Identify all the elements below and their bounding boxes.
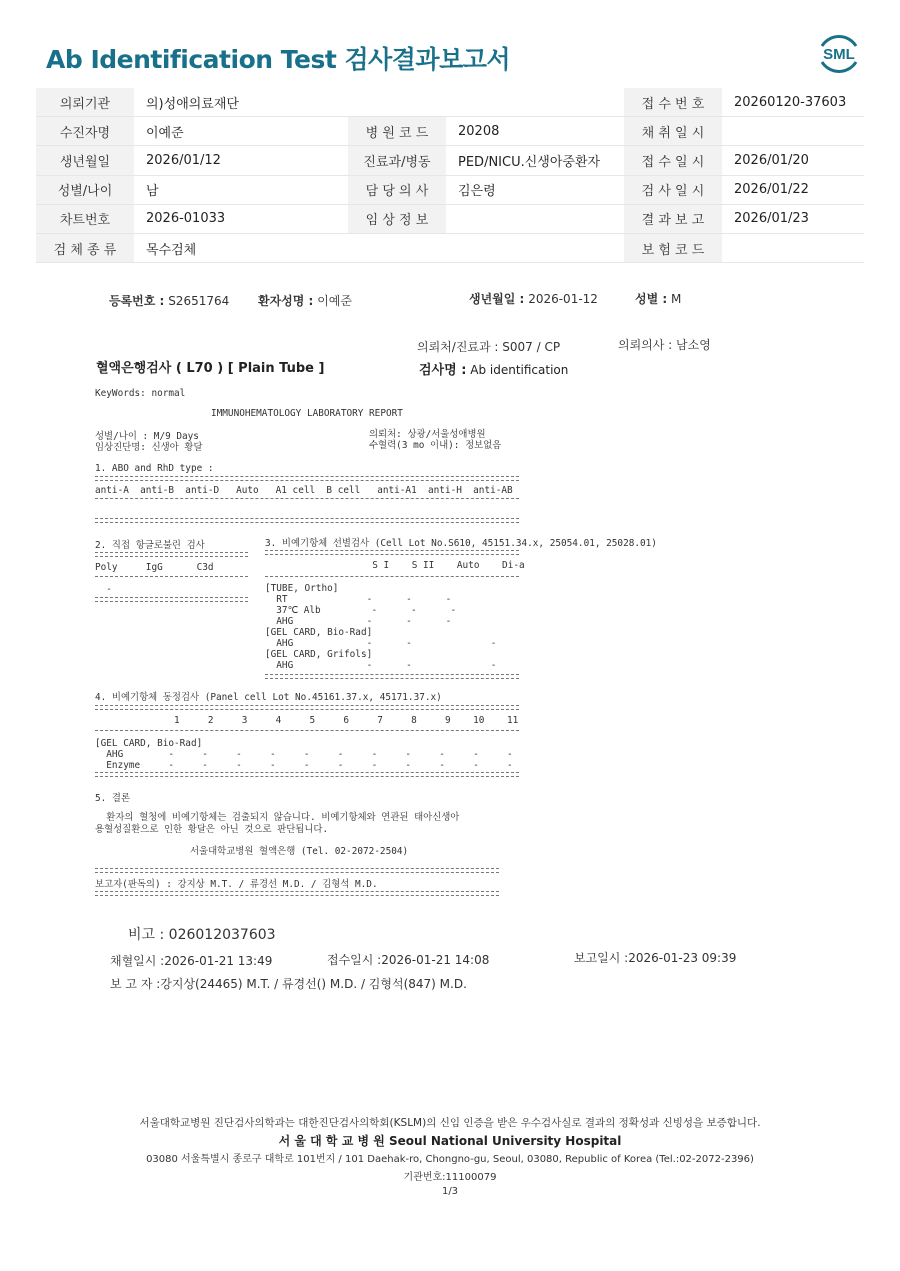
info-label: 차트번호	[36, 204, 134, 233]
sec1-rule-bottom	[95, 518, 519, 523]
reg-value: S2651764	[168, 294, 230, 308]
sec4-rule-top	[95, 705, 519, 710]
info-row	[36, 146, 864, 175]
doctor-line: 의뢰의사 : 남소영	[618, 338, 711, 352]
receive-row	[327, 951, 489, 968]
hospital-name: 서 울 대 학 교 병 원 Seoul National University Hospital	[278, 1134, 622, 1148]
info-label	[348, 233, 446, 262]
reporter-label: 보 고 자 :	[110, 977, 161, 991]
sec5-rule-bottom	[95, 891, 499, 896]
birth-value: 2026-01-12	[528, 292, 598, 306]
info-value: 20260120-37603	[722, 88, 864, 117]
clinical-dx: 임상진단명: 신생아 황달	[95, 442, 203, 453]
info-value	[446, 233, 624, 262]
sec1-rule-mid	[95, 498, 519, 499]
sex-value: M	[671, 292, 682, 306]
hospital-address: 03080 서울특별시 종로구 대학로 101번지 / 101 Daehak-ro, Chongno-gu, Seoul, 03080, Republic of Korea (Tel.:02-2072-2396)	[146, 1154, 754, 1165]
info-value: 20208	[446, 117, 624, 146]
info-label: 성별/나이	[36, 175, 134, 204]
info-value: 2026-01033	[134, 204, 348, 233]
receive-label: 접수일시 :	[327, 953, 382, 967]
result-line: AHG - - - - - - - - - - -	[95, 749, 513, 760]
sex-row	[635, 290, 681, 307]
info-label: 담 당 의 사	[348, 175, 446, 204]
result-line: Enzyme - - - - - - - - - - -	[95, 760, 513, 771]
report-label: 보고일시 :	[574, 951, 629, 965]
info-value	[722, 117, 864, 146]
info-value: 목수검체	[134, 233, 348, 262]
sec2-rule-mid	[95, 576, 248, 577]
report-value: 2026-01-23 09:39	[628, 951, 737, 965]
sec1-rule-top	[95, 476, 519, 481]
sec4-rule-bottom	[95, 772, 519, 777]
sec5-title: 5. 결론	[95, 793, 131, 804]
info-label: 접 수 번 호	[624, 88, 722, 117]
page-number: 1/3	[441, 1186, 459, 1197]
org-number: 기관번호:11100079	[403, 1172, 497, 1183]
info-label: 병 원 코 드	[348, 117, 446, 146]
info-value: 2026/01/20	[722, 146, 864, 175]
info-value: 2026/01/22	[722, 175, 864, 204]
birth-row	[469, 290, 598, 307]
info-value	[722, 233, 864, 262]
transfusion: 수혈력(3 mo 이내): 정보없음	[369, 440, 502, 451]
sec4-header: 1 2 3 4 5 6 7 8 9 10 11	[95, 715, 519, 726]
info-label: 보 험 코 드	[624, 233, 722, 262]
info-row	[36, 233, 864, 262]
note-label: 비고 :	[128, 927, 165, 943]
test-group: 혈액은행검사 ( L70 ) [ Plain Tube ]	[96, 361, 325, 376]
result-line: AHG - - -	[265, 638, 497, 649]
lab-report-title: IMMUNOHEMATOLOGY LABORATORY REPORT	[211, 408, 403, 419]
receive-value: 2026-01-21 14:08	[381, 953, 490, 967]
info-label: 진료과/병동	[348, 146, 446, 175]
sec2-title: 2. 직접 항글로불린 검사	[95, 540, 205, 551]
registration-row	[109, 292, 229, 309]
sec3-rule-bottom	[265, 674, 519, 679]
info-label: 수진자명	[36, 117, 134, 146]
sec3-title: 3. 비예기항체 선별검사 (Cell Lot No.S610, 45151.34.x, 25054.01, 25028.01)	[265, 538, 657, 549]
report-title: Ab Identification Test 검사결과보고서	[46, 45, 511, 74]
note-row	[128, 924, 276, 944]
info-label: 의뢰기관	[36, 88, 134, 117]
conclusion-line-2: 용혈성질환으로 인한 황달은 아닌 것으로 판단됩니다.	[95, 824, 329, 835]
result-line: [GEL CARD, Bio-Rad]	[265, 627, 373, 638]
reg-label: 등록번호 :	[109, 294, 165, 308]
collect-value: 2026-01-21 13:49	[164, 954, 273, 968]
info-label: 접 수 일 시	[624, 146, 722, 175]
test-name-label: 검사명 :	[419, 363, 467, 378]
dept-line: 의뢰처/진료과 : S007 / CP	[417, 340, 561, 354]
reporter-mono: 보고자(판독의) : 강지상 M.T. / 류경선 M.D. / 김형석 M.D.	[95, 879, 378, 890]
sec4-rows	[95, 738, 513, 771]
info-label: 채 취 일 시	[624, 117, 722, 146]
collect-label: 채혈일시 :	[110, 954, 165, 968]
patient-label: 환자성명 :	[258, 294, 314, 308]
sex-age: 성별/나이 : M/9 Days	[95, 431, 199, 442]
sec4-title: 4. 비예기항체 동정검사 (Panel cell Lot No.45161.37.x, 45171.37.x)	[95, 692, 442, 703]
bloodbank-contact: 서울대학교병원 혈액은행 (Tel. 02-2072-2504)	[190, 846, 409, 857]
sec5-rule-top	[95, 868, 499, 873]
sec2-header: Poly IgG C3d	[95, 562, 214, 573]
result-line: [TUBE, Ortho]	[265, 583, 339, 594]
sec3-header: S I S II Auto Di-a	[265, 560, 525, 571]
info-value	[446, 88, 624, 117]
info-value: 의)성애의료재단	[134, 88, 348, 117]
sec3-rows	[265, 583, 496, 671]
sec3-rule-mid	[265, 576, 519, 577]
test-name-row	[419, 359, 568, 378]
result-line: AHG - - -	[265, 616, 452, 627]
result-line: 37℃ Alb - - -	[265, 605, 457, 616]
info-value: 2026/01/12	[134, 146, 348, 175]
info-value: 김은령	[446, 175, 624, 204]
patient-name-row	[258, 292, 352, 309]
info-row	[36, 117, 864, 146]
info-label: 결 과 보 고	[624, 204, 722, 233]
result-line: [GEL CARD, Bio-Rad]	[95, 738, 203, 749]
result-line: AHG - - -	[265, 660, 497, 671]
info-value: 남	[134, 175, 348, 204]
birth-label: 생년월일 :	[469, 292, 525, 306]
patient-info-table	[36, 88, 864, 263]
collect-row	[110, 952, 272, 969]
info-value: PED/NICU.신생아중환자	[446, 146, 624, 175]
info-label: 검 사 일 시	[624, 175, 722, 204]
sec4-rule-mid	[95, 730, 519, 731]
reporter-value: 강지상(24465) M.T. / 류경선() M.D. / 김형석(847) M.D.	[160, 977, 467, 991]
info-label: 검 체 종 류	[36, 233, 134, 262]
sec2-rule-top	[95, 552, 248, 557]
conclusion-line-1: 환자의 혈청에 비예기항체는 검출되지 않습니다. 비예기항체와 연관된 태아신생아	[95, 812, 460, 823]
reporter-row	[110, 975, 467, 992]
info-row	[36, 175, 864, 204]
note-value: 026012037603	[168, 927, 276, 943]
info-label: 생년월일	[36, 146, 134, 175]
certification-line: 서울대학교병원 진단검사의학과는 대한진단검사의학회(KSLM)의 신임 인증을 받은 우수검사실로 결과의 정확성과 신빙성을 보증합니다.	[139, 1117, 761, 1129]
report-time-row	[574, 949, 736, 966]
info-row	[36, 204, 864, 233]
sex-label: 성별 :	[635, 292, 668, 306]
sec2-value: -	[95, 584, 112, 595]
sml-logo-text: SML	[823, 46, 855, 63]
sec3-rule-top	[265, 550, 519, 555]
requester: 의뢰처: 상광/서울성애병원	[369, 429, 486, 440]
test-name-value: Ab identification	[470, 363, 569, 377]
info-value	[446, 204, 624, 233]
result-line: RT - - -	[265, 594, 452, 605]
patient-value: 이예준	[317, 294, 352, 308]
sec1-header: anti-A anti-B anti-D Auto A1 cell B cell anti-A1 anti-H anti-AB	[95, 485, 513, 496]
info-label: 임 상 정 보	[348, 204, 446, 233]
info-label	[348, 88, 446, 117]
sec2-rule-bottom	[95, 597, 248, 602]
info-value: 2026/01/23	[722, 204, 864, 233]
sml-logo	[816, 30, 862, 76]
info-row	[36, 88, 864, 117]
keywords: KeyWords: normal	[95, 388, 186, 399]
result-line: [GEL CARD, Grifols]	[265, 649, 373, 660]
sec1-title: 1. ABO and RhD type :	[95, 463, 214, 474]
info-value: 이예준	[134, 117, 348, 146]
